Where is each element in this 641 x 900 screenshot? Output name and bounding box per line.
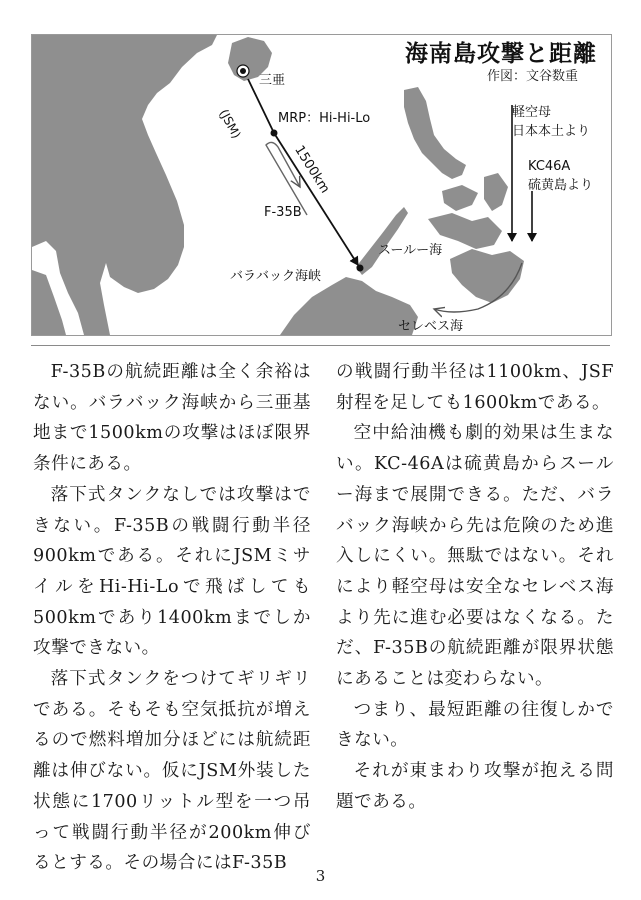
- paragraph: 空中給油機も劇的効果は生まない。KC-46Aは硫黄島からスールー海まで展開できる。ただ、バラバック海峡から先は危険のため進入しにくい。無駄ではない。それにより軽空母は安全なセレベス海より先に進む必要はなくなる。ただ、F-35Bの航続距離が限界状態にあることは変わらない。: [336, 423, 614, 690]
- balabac-point: [357, 265, 364, 272]
- map-figure: [31, 34, 612, 336]
- text-column-right: [336, 357, 614, 818]
- luzon: [404, 87, 466, 179]
- paragraph: 落下式タンクなしでは攻撃はできない。F-35Bの戦闘行動半径900kmである。それにJSMミサイルをHi-Hi-Loで飛ばしても500kmであり1400kmまでしか攻撃できない。: [33, 484, 311, 659]
- label-light-carrier-line2: 日本本土より: [512, 124, 591, 139]
- label-kc46a: [528, 159, 593, 193]
- label-1500km: 1500km: [291, 143, 333, 197]
- label-kc46a-line1: KC46A: [528, 159, 571, 174]
- malay-peninsula: [32, 270, 66, 335]
- map-title: 海南島攻撃と距離: [405, 41, 597, 67]
- label-f35b: F-35B: [264, 205, 302, 220]
- mrp-point: [271, 130, 278, 137]
- label-sanya: 三亜: [259, 73, 286, 88]
- map-credit: 作図：文谷数重: [487, 69, 579, 84]
- label-sulu-sea: スールー海: [378, 243, 443, 258]
- page-number: 3: [315, 867, 326, 885]
- label-balabac-strait: バラバック海峡: [230, 269, 322, 284]
- label-celebes-sea: セレベス海: [398, 319, 464, 334]
- paragraph-continued: の戦闘行動半径は1100km、JSF射程を足しても1600kmである。: [336, 362, 614, 413]
- visayas-2: [484, 173, 508, 211]
- paragraph: それが東まわり攻撃が抱える問題である。: [336, 761, 614, 812]
- sanya-marker-dot: [240, 68, 246, 74]
- paragraph: 落下式タンクをつけてギリギリである。そもそも空気抵抗が増えるので燃料増加分ほどには航続距離は伸びない。仮にJSM外装した状態に1700リットル型を一つ吊って戦闘行動半径が200km伸びるとする。その場合にはF-35B: [33, 669, 311, 874]
- visayas-1: [442, 185, 478, 211]
- route-1500km: [274, 133, 358, 265]
- section-divider: [31, 345, 610, 346]
- mindanao: [450, 249, 524, 303]
- paragraph: F-35Bの航続距離は全く余裕はない。バラバック海峡から三亜基地まで1500kmの攻撃はほぼ限界条件にある。: [33, 362, 311, 475]
- paragraph: つまり、最短距離の往復しかできない。: [336, 699, 614, 751]
- label-light-carrier-line1: 軽空母: [512, 105, 552, 120]
- label-light-carrier: [512, 101, 590, 139]
- label-kc46a-line2: 硫黄島より: [528, 178, 594, 193]
- label-jsm: (JSM): [216, 107, 244, 141]
- text-column-left: [33, 357, 311, 879]
- mainland-asia: [32, 35, 217, 335]
- label-mrp: MRP：Hi-Hi-Lo: [278, 111, 371, 126]
